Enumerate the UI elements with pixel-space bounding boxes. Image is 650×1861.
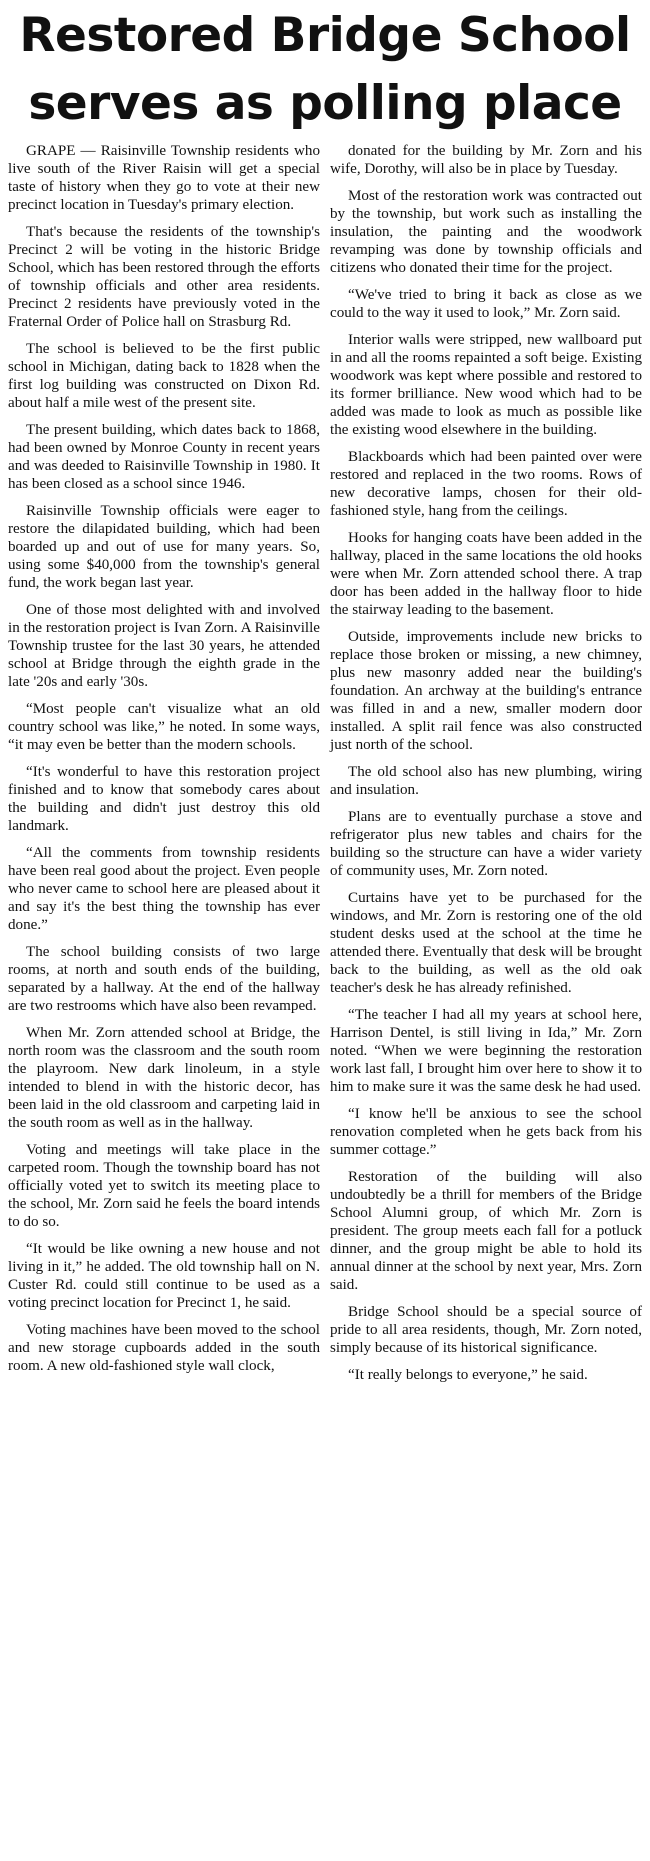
article-paragraph: “The teacher I had all my years at school here, Harrison Dentel, is still living in Ida,” Mr. Zorn noted. “When we were beginning the restoration work last fall, I brought him over here to show it to him to make sure it was the same desk he had used. xyxy=(330,1007,642,1095)
article-paragraph: “It's wonderful to have this restoration project finished and to know that somebody cares about the building and didn't just destroy this old landmark. xyxy=(8,764,320,834)
article-paragraph: That's because the residents of the township's Precinct 2 will be voting in the historic Bridge School, which has been restored through the efforts of township officials and other area residents. Precinct 2 residents have previously voted in the Fraternal Order of Police hall on Strasburg Rd. xyxy=(8,224,320,330)
article-paragraph: Blackboards which had been painted over were restored and replaced in the two rooms. Rows of new decorative lamps, chosen for their old-fashioned style, hang from the ceilings. xyxy=(330,449,642,519)
article-body xyxy=(8,142,642,1393)
article-paragraph: Voting and meetings will take place in the carpeted room. Though the township board has not officially voted yet to switch its meeting place to the school, Mr. Zorn said he feels the board intends to do so. xyxy=(8,1142,320,1230)
article-paragraph: Hooks for hanging coats have been added in the hallway, placed in the same locations the old hooks were when Mr. Zorn attended school there. A trap door has been added in the hallway floor to hide the stairway leading to the basement. xyxy=(330,530,642,618)
article-paragraph: Bridge School should be a special source of pride to all area residents, though, Mr. Zorn noted, simply because of its historical significance. xyxy=(330,1304,642,1356)
headline-line-2: serves as polling place xyxy=(28,76,622,131)
article-paragraph: “It really belongs to everyone,” he said. xyxy=(348,1367,588,1383)
article-paragraph: Raisinville Township officials were eager to restore the dilapidated building, which had been boarded up and out of use for many years. So, using some $40,000 from the township's general fund, the work began last year. xyxy=(8,503,320,591)
article-paragraph: donated for the building by Mr. Zorn and his wife, Dorothy, will also be in place by Tuesday. xyxy=(330,143,642,177)
article-paragraph: “Most people can't visualize what an old country school was like,” he noted. In some ways, “it may even be better than the modern schools. xyxy=(8,701,320,753)
article-paragraph: The old school also has new plumbing, wiring and insulation. xyxy=(330,764,642,798)
article-paragraph: GRAPE — Raisinville Township residents who live south of the River Raisin will get a special taste of history when they go to vote at their new precinct location in Tuesday's primary election. xyxy=(8,143,320,213)
article-paragraph: Most of the restoration work was contracted out by the township, but work such as installing the insulation, the painting and the woodwork revamping was done by township officials and citizens who donated their time for the project. xyxy=(330,188,642,276)
article-paragraph: One of those most delighted with and involved in the restoration project is Ivan Zorn. A Raisinville Township trustee for the last 30 years, he attended school at Bridge through the eighth grade in the late '20s and early '30s. xyxy=(8,602,320,690)
article-paragraph: Interior walls were stripped, new wallboard put in and all the rooms repainted a soft beige. Existing woodwork was kept where possible and restored to its former brilliance. New wood which had to be added was made to look as much as possible like the existing wood elsewhere in the building. xyxy=(330,332,642,438)
article-paragraph: Curtains have yet to be purchased for the windows, and Mr. Zorn is restoring one of the old student desks used at the school at the time he attended there. Eventually that desk will be brought back to the building, as well as the old oak teacher's desk he has already refinished. xyxy=(330,890,642,996)
right-column xyxy=(330,142,642,1393)
article-paragraph: Restoration of the building will also undoubtedly be a thrill for members of the Bridge School Alumni group, of which Mr. Zorn is president. The group meets each fall for a potluck dinner, and the group might be able to hold its annual dinner at the school by next year, Mrs. Zorn said. xyxy=(330,1169,642,1293)
article-paragraph: “I know he'll be anxious to see the school renovation completed when he gets back from his summer cottage.” xyxy=(330,1106,642,1158)
article-paragraph: Outside, improvements include new bricks to replace those broken or missing, a new chimney, plus new masonry added near the building's foundation. An archway at the building's entrance was filled in and a new, smaller modern door installed. A split rail fence was also constructed just north of the school. xyxy=(330,629,642,753)
headline-line-1: Restored Bridge School xyxy=(19,8,631,63)
headline xyxy=(8,0,642,138)
left-column xyxy=(8,142,320,1393)
article-paragraph: When Mr. Zorn attended school at Bridge, the north room was the classroom and the south room the playroom. New dark linoleum, in a style intended to blend in with the historic decor, has been laid in the old classroom and carpeting laid in the south room as well as in the hallway. xyxy=(8,1025,320,1131)
article-paragraph: “All the comments from township residents have been real good about the project. Even people who never came to school here are pleased about it and say it's the best thing the township has ever done.” xyxy=(8,845,320,933)
article-paragraph: The school is believed to be the first public school in Michigan, dating back to 1828 when the first log building was constructed on Dixon Rd. about half a mile west of the present site. xyxy=(8,341,320,411)
article-paragraph: “We've tried to bring it back as close as we could to the way it used to look,” Mr. Zorn said. xyxy=(330,287,642,321)
article-paragraph: The present building, which dates back to 1868, had been owned by Monroe County in recent years and was deeded to Raisinville Township in 1980. It has been closed as a school since 1946. xyxy=(8,422,320,492)
article-paragraph: Plans are to eventually purchase a stove and refrigerator plus new tables and chairs for the building so the structure can have a wider variety of community uses, Mr. Zorn noted. xyxy=(330,809,642,879)
article-paragraph: The school building consists of two large rooms, at north and south ends of the building, separated by a hallway. At the end of the hallway are two restrooms which have also been revamped. xyxy=(8,944,320,1014)
article-paragraph: Voting machines have been moved to the school and new storage cupboards added in the south room. A new old-fashioned style wall clock, xyxy=(8,1322,320,1374)
article-paragraph: “It would be like owning a new house and not living in it,” he added. The old township hall on N. Custer Rd. could still continue to be used as a voting precinct location for Precinct 1, he said. xyxy=(8,1241,320,1311)
